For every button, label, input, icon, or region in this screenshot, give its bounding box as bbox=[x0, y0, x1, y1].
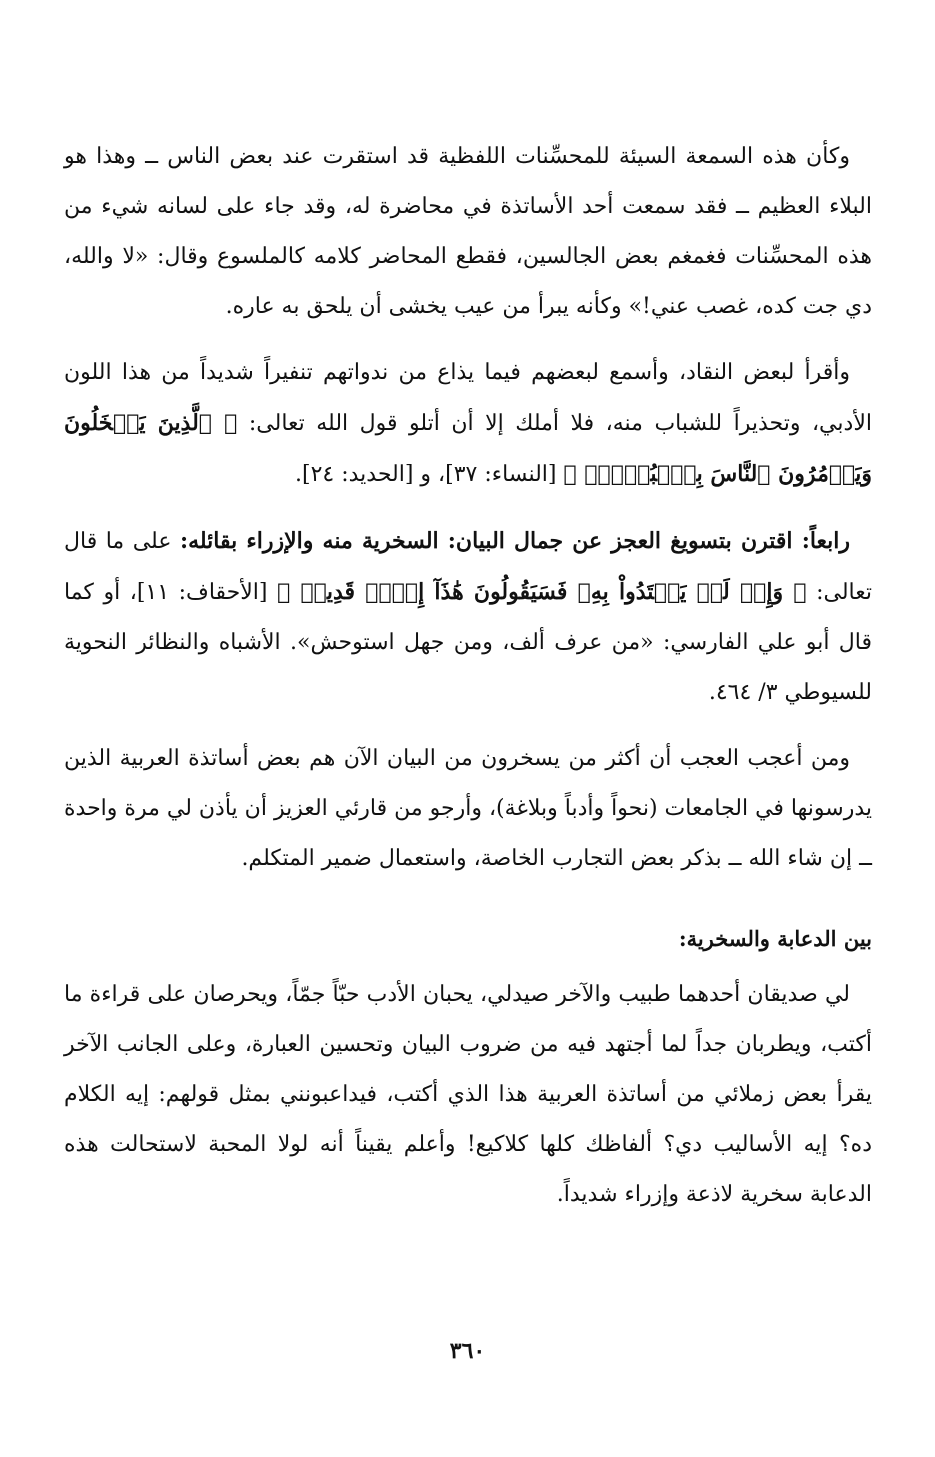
section-heading: بين الدعابة والسخرية: bbox=[678, 926, 872, 951]
paragraph-2 bbox=[64, 348, 872, 500]
quran-verse-2: ﴿ وَإِذۡ لَمۡ يَهۡتَدُواْ بِهِۦ فَسَيَقُولُونَ هَٰذَآ إِفۡكٞ قَدِيمٞ ﴾ bbox=[277, 579, 807, 605]
paragraph-1-text: وكأن هذه السمعة السيئة للمحسِّنات اللفظية قد استقرت عند بعض الناس ــ وهذا هو البلاء العظيم ــ فقد سمعت أحد الأساتذة في محاضرة له، وقد جاء على لسانه شيء من هذه المحسِّنات فغمغم بعض الجالسين، فقطع المحاضر كلامه كالملسوع وقال: «لا والله، دي جت كده، غصب عني!» وكأنه يبرأ من عيب يخشى أن يلحق به عاره. bbox=[64, 144, 872, 319]
paragraph-gap bbox=[64, 332, 872, 348]
paragraph-1 bbox=[64, 132, 872, 332]
paragraph-4-text: ومن أعجب العجب أن أكثر من يسخرون من البيان الآن هم بعض أساتذة العربية الذين يدرسونها في الجامعات (نحواً وأدباً وبلاغة)، وأرجو من قارئي العزيز أن يأذن لي مرة واحدة ــ إن شاء الله ــ بذكر بعض التجارب الخاصة، واستعمال ضمير المتكلم. bbox=[64, 746, 872, 871]
paragraph-2-text: وأقرأ لبعض النقاد، وأسمع لبعضهم فيما يذاع من ندواتهم تنفيراً شديداً من هذا اللون الأدبي، وتحذيراً للشباب منه، فلا أملك إلا أن أتلو قول الله تعالى: bbox=[64, 360, 872, 436]
paragraph-3 bbox=[64, 516, 872, 718]
quran-verse-1: ﴿ ٱلَّذِينَ يَبۡخَلُونَ وَيَأۡمُرُونَ ٱلنَّاسَ بِٱلۡبُخۡلِۗ ﴾ bbox=[64, 410, 872, 487]
point-four-heading: رابعاً: اقترن بتسويغ العجز عن جمال البيان: السخرية منه والإزراء بقائله: bbox=[179, 528, 850, 554]
page-body bbox=[64, 132, 872, 1220]
paragraph-gap bbox=[64, 500, 872, 516]
page-number: ٣٦٠ bbox=[449, 1338, 486, 1364]
section-gap bbox=[64, 884, 872, 914]
paragraph-3-text: على ما قال تعالى: bbox=[64, 529, 872, 605]
paragraph-5 bbox=[64, 970, 872, 1220]
paragraph-4 bbox=[64, 734, 872, 884]
verse-2-reference: [الأحقاف: ١١]، أو كما قال أبو علي الفارسي: «من عرف ألف، ومن جهل استوحش». الأشباه والنظائر النحوية للسيوطي ٣/ ٤٦٤. bbox=[64, 580, 872, 705]
paragraph-5-text: لي صديقان أحدهما طبيب والآخر صيدلي، يحبان الأدب حبّاً جمّاً، ويحرصان على قراءة ما أكتب، ويطربان جداً لما أجتهد فيه من ضروب البيان وتحسين العبارة، وعلى الجانب الآخر يقرأ بعض زملائي من أساتذة العربية هذا الذي أكتب، فيداعبونني بمثل قولهم: إيه الكلام ده؟ إيه الأساليب دي؟ ألفاظك كلها كلاكيع! وأعلم يقيناً أنه لولا المحبة لاستحالت هذه الدعابة سخرية لاذعة وإزراء شديداً. bbox=[64, 982, 872, 1207]
verse-1-reference: [النساء: ٣٧]، و [الحديد: ٢٤]. bbox=[294, 462, 564, 487]
paragraph-gap bbox=[64, 718, 872, 734]
